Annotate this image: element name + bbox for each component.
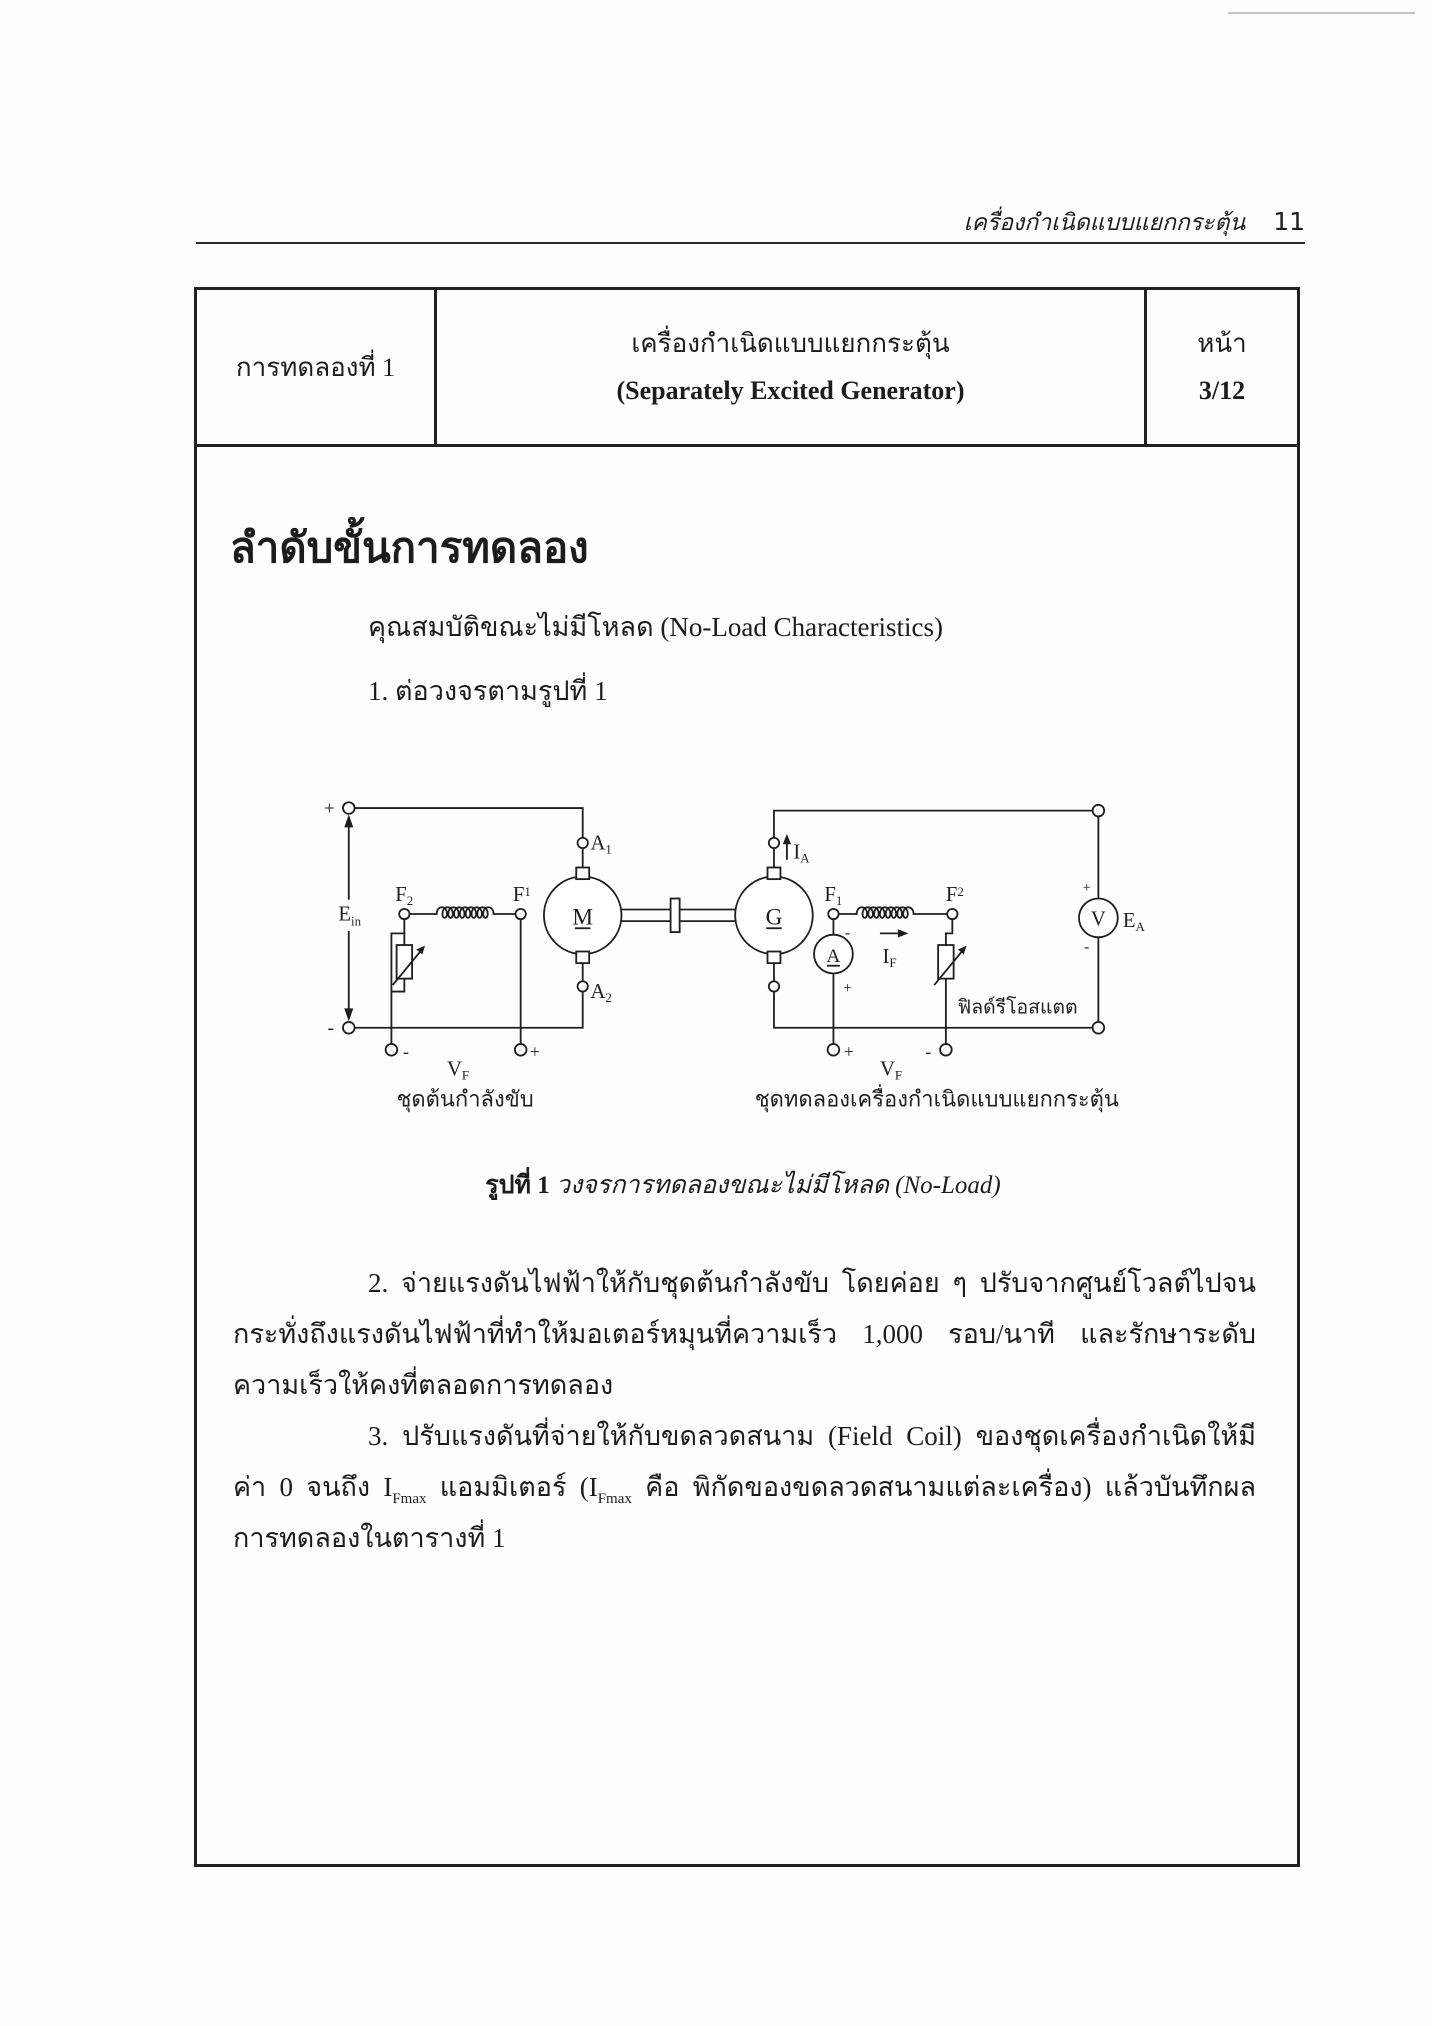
a1-label: [590, 832, 611, 856]
i-f-subscript: F: [889, 955, 897, 971]
supply-minus-label: -: [327, 1018, 334, 1040]
step-3-line-2: [233, 1462, 1256, 1513]
terminal-motor-f1: [515, 909, 525, 919]
e-a-subscript: A: [1135, 918, 1145, 934]
step-1: 1. ต่อวงจรตามรูปที่ 1: [368, 676, 608, 706]
terminal-supply-negative: [343, 1022, 355, 1034]
motor-f1-symbol: F: [512, 884, 525, 907]
e-in-label: [338, 903, 361, 928]
step-3-line-1: 3. ปรับแรงดันที่จ่ายให้กับขดลวดสนาม (Field Coil) ของชุดเครื่องกำเนิดให้มี: [368, 1421, 1256, 1451]
motor-f2-symbol: F: [395, 884, 407, 907]
experiment-title-english: (Separately Excited Generator): [616, 376, 965, 405]
step-3-line-3: การทดลองในตารางที่ 1: [233, 1523, 506, 1553]
i-f-arrowhead: [898, 929, 908, 937]
generator-rheostat-arrowhead: [958, 946, 967, 955]
shaft-coupling: [671, 899, 680, 933]
page-value: 3/12: [1198, 376, 1246, 405]
motor-f1-subscript: 1: [524, 883, 531, 899]
gen-f1-label: [824, 884, 842, 908]
experiment-number: การทดลองที่ 1: [235, 352, 396, 382]
experiment-title-thai: เครื่องกำเนิดแบบแยกกระตุ้น: [631, 329, 950, 358]
page-label: หน้า: [1197, 329, 1247, 358]
experiment-title-cell: [437, 290, 1144, 444]
i-f-symbol: I: [882, 946, 890, 969]
motor-brush-top: [576, 867, 589, 879]
running-header-title: เครื่องกำเนิดแบบแยกกระตุ้น: [963, 210, 1246, 236]
terminal-output-negative: [1093, 1022, 1105, 1034]
terminal-vf-right-positive: [828, 1044, 840, 1056]
generator-brush-bottom: [768, 952, 781, 964]
vf-right-plus-label: +: [843, 1041, 854, 1062]
i-a-subscript: A: [800, 850, 810, 866]
i-a-arrowhead: [783, 834, 791, 844]
step-2-line-2: กระทั่งถึงแรงดันไฟฟ้าที่ทำให้มอเตอร์หมุนที่ความเร็ว 1,000 รอบ/นาที และรักษาระดับ: [233, 1319, 1256, 1349]
voltmeter-minus-label: -: [1084, 938, 1090, 956]
step-2-line-3: ความเร็วให้คงที่ตลอดการทดลอง: [233, 1370, 614, 1400]
wire-generator-top: [774, 811, 1093, 838]
header-rule: [196, 242, 1305, 244]
e-in-arrowhead-bottom: [344, 1008, 353, 1021]
arrowheads: [344, 815, 966, 1022]
terminal-vf-right-negative: [940, 1044, 952, 1056]
a2-symbol: A: [590, 981, 606, 1004]
motor-f2-subscript: 2: [406, 892, 414, 908]
a2-subscript: 2: [605, 989, 612, 1005]
gen-f2-label: [946, 884, 964, 906]
figure-caption: [230, 1164, 1256, 1208]
terminal-generator-top: [769, 838, 779, 848]
gen-f1-subscript: 1: [835, 892, 843, 908]
diagram-labels: [324, 799, 1146, 1113]
power-unit-caption: ชุดต้นกำลังขับ: [396, 1086, 534, 1112]
ammeter-letter: A: [826, 945, 841, 967]
terminal-motor-f2: [399, 909, 409, 919]
i-f-label: [883, 946, 897, 970]
terminal-a1: [578, 838, 588, 848]
generator-field-rheostat: [938, 945, 954, 979]
supply-plus-label: +: [323, 798, 335, 820]
vf-right-minus-label: -: [925, 1041, 932, 1062]
vf-left-subscript: F: [461, 1067, 470, 1083]
terminal-output-positive: [1093, 805, 1105, 817]
ammeter-plus-label: +: [843, 979, 853, 997]
wire-generator-field-rheostat: [946, 919, 952, 1044]
scan-edge-line: [1228, 12, 1415, 14]
wire-supply-bottom: [355, 992, 583, 1028]
e-in-symbol: E: [338, 903, 352, 926]
generator-field-coil: [839, 907, 948, 918]
e-in-subscript: in: [351, 913, 362, 929]
vf-left-label: [447, 1059, 469, 1083]
a1-symbol: A: [590, 832, 606, 855]
a1-subscript: 1: [605, 841, 612, 857]
voltmeter-plus-label: +: [1082, 880, 1091, 897]
motor-letter: M: [572, 904, 594, 931]
step-3-text-part-3: คือ พิกัดของขดลวดสนามแต่ละเครื่อง) แล้วบันทึกผล: [631, 1472, 1257, 1502]
motor-rheostat-arrowhead: [416, 946, 425, 955]
terminal-generator-bottom: [769, 981, 779, 991]
section-heading: ลำดับขั้นการทดลอง: [230, 526, 589, 572]
figure-caption-label: รูปที่ 1: [485, 1172, 550, 1199]
generator-brush-top: [768, 867, 781, 879]
vf-right-subscript: F: [894, 1067, 903, 1083]
a2-label: [590, 981, 611, 1005]
terminal-vf-left-negative: [386, 1044, 398, 1056]
subheading: คุณสมบัติขณะไม่มีโหลด (No-Load Characteristics): [368, 612, 944, 642]
ammeter-minus-label: -: [845, 924, 851, 942]
header-row-divider: [194, 444, 1300, 447]
e-a-label: [1123, 910, 1146, 934]
vf-right-symbol: V: [879, 1058, 895, 1081]
motor-field-rheostat: [397, 945, 413, 979]
terminal-generator-f2: [947, 909, 957, 919]
i-a-symbol: I: [793, 841, 801, 864]
page-cell: [1147, 290, 1297, 444]
i-a-label: [793, 841, 810, 865]
gen-f2-subscript: 2: [957, 883, 964, 899]
terminal-vf-left-positive: [515, 1044, 527, 1056]
generator-letter: G: [765, 904, 783, 931]
procedure-steps: [233, 1258, 1256, 1564]
terminal-supply-positive: [343, 802, 355, 814]
page-number: 11: [1273, 207, 1305, 236]
field-rheostat-label: ฟิลด์รีโอสแตต: [957, 997, 1078, 1019]
generator-unit-caption: ชุดทดลองเครื่องกำเนิดแบบแยกกระตุ้น: [754, 1086, 1119, 1112]
running-header: [820, 200, 1305, 244]
e-in-arrowhead-top: [344, 815, 353, 828]
step-3-text-part-1: ค่า 0 จนถึง I: [233, 1472, 393, 1502]
step-2-line-1: 2. จ่ายแรงดันไฟฟ้าให้กับชุดต้นกำลังขับ โดยค่อย ๆ ปรับจากศูนย์โวลต์ไปจน: [368, 1268, 1256, 1298]
i-fmax-subscript-1: Fmax: [392, 1490, 427, 1507]
wire-supply-top: [355, 808, 583, 838]
gen-f2-symbol: F: [945, 884, 958, 907]
wire-motor-field-negative: [391, 919, 404, 1044]
vf-right-label: [880, 1059, 902, 1083]
vf-left-symbol: V: [446, 1058, 462, 1081]
e-a-symbol: E: [1122, 909, 1136, 932]
step-3-text-part-2: แอมมิเตอร์ (I: [426, 1472, 598, 1502]
terminal-generator-f1: [828, 909, 838, 919]
motor-f2-label: [395, 884, 413, 908]
gen-f1-symbol: F: [824, 884, 836, 907]
vf-left-plus-label: +: [529, 1041, 540, 1062]
motor-field-coil: [410, 907, 516, 918]
motor-f1-label: [513, 884, 531, 906]
circuit-diagram: [310, 782, 1163, 1121]
motor-brush-bottom: [576, 952, 589, 964]
vf-left-minus-label: -: [403, 1041, 410, 1062]
terminal-a2: [578, 981, 588, 991]
voltmeter-letter: V: [1090, 908, 1106, 931]
experiment-number-cell: [197, 290, 434, 444]
i-fmax-subscript-2: Fmax: [597, 1490, 632, 1507]
figure-caption-text: วงจรการทดลองขณะไม่มีโหลด (No-Load): [556, 1172, 1001, 1199]
